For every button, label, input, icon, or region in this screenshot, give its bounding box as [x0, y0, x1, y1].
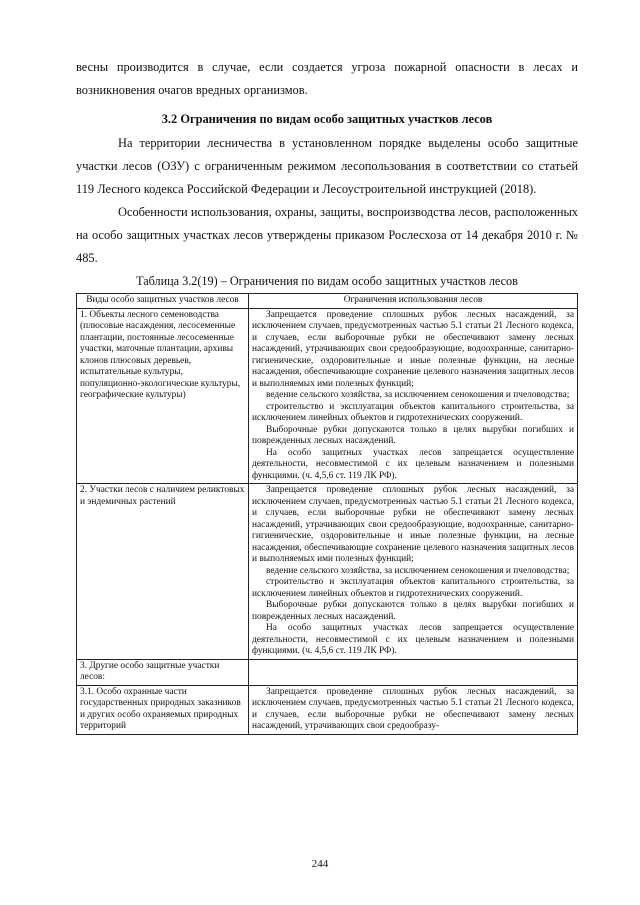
cell-type: 3.1. Особо охранные части государственных природных заказников и других особо охраняемых природных территорий	[77, 685, 249, 734]
cell-type: 1. Объекты лесного семеноводства (плюсовые насаждения, лесосеменные плантации, постоянные лесосеменные участки, маточные плантации, архивы клонов плюсовых деревьев, испытательные культуры, популяционно-экологические культуры, географические культуры)	[77, 308, 249, 484]
cell-restrictions	[249, 308, 578, 484]
intro-paragraph: весны производится в случае, если создается угроза пожарной опасности в лесах и возникновения очагов вредных организмов.	[76, 60, 578, 97]
restriction-text: Выборочные рубки допускаются только в целях вырубки погибших и поврежденных лесных насаждений.	[252, 600, 574, 622]
header-restrictions: Ограничения использования лесов	[249, 294, 578, 309]
restriction-text: Запрещается проведение сплошных рубок лесных насаждений, за исключением случаев, предусмотренных частью 5.1 статьи 21 Лесного кодекса, и случаев, если выборочные рубки не обеспечивают замену лесных насаждений, утрачивающих свои средообразу-	[252, 686, 574, 731]
restrictions-table	[76, 293, 578, 735]
cell-type: 2. Участки лесов с наличием реликтовых и эндемичных растений	[77, 484, 249, 660]
restriction-text: Запрещается проведение сплошных рубок лесных насаждений, за исключением случаев, предусмотренных частью 5.1 статьи 21 Лесного кодекса, и случаев, если выборочные рубки не обеспечивают замену лесных насаждений, утрачивающих свои средообразующие, водоохранные, санитарно-гигиенические, оздоровительные и иные полезные функции, на лесные насаждения, обеспечивающие сохранение целевого назначения защитных лесов и выполняемых ими полезных функций;	[252, 309, 574, 389]
section-title: 3.2 Ограничения по видам особо защитных участков лесов	[161, 112, 493, 126]
restriction-text: строительство и эксплуатация объектов капитального строительства, за исключением линейных объектов и гидротехнических сооружений.	[252, 401, 574, 423]
header-type: Виды особо защитных участков лесов	[77, 294, 249, 309]
restriction-text: ведение сельского хозяйства, за исключением сенокошения и пчеловодства;	[266, 390, 570, 400]
cell-restrictions	[249, 685, 578, 734]
restriction-text: Запрещается проведение сплошных рубок лесных насаждений, за исключением случаев, предусмотренных частью 5.1 статьи 21 Лесного кодекса, и случаев, если выборочные рубки не обеспечивают замену лесных насаждений, утрачивающих свои средообразующие, водоохранные, санитарно-гигиенические, оздоровительные и иные полезные функции, на лесные насаждения, обеспечивающие сохранение целевого назначения защитных лесов и выполняемых ими полезных функций;	[252, 485, 574, 564]
cell-restrictions	[249, 484, 578, 660]
restriction-text: На особо защитных участках лесов запрещается осуществление деятельности, несовместимой с их целевым назначением и полезными функциями. (ч. 4,5,6 ст. 119 ЛК РФ).	[252, 447, 574, 481]
table-row	[77, 685, 578, 734]
cell-type: 3. Другие особо защитные участки лесов:	[77, 659, 249, 685]
table-caption: Таблица 3.2(19) – Ограничения по видам особо защитных участков лесов	[136, 274, 518, 288]
table-header-row	[77, 294, 578, 309]
cell-restrictions	[249, 659, 578, 685]
table-row	[77, 659, 578, 685]
restriction-text: строительство и эксплуатация объектов капитального строительства, за исключением линейных объектов и гидротехнических сооружений.	[252, 577, 574, 599]
document-page	[76, 56, 578, 735]
paragraph-2: Особенности использования, охраны, защиты, воспроизводства лесов, расположенных на особо защитных участках лесов утверждены приказом Рослесхоза от 14 декабря 2010 г. № 485.	[76, 205, 578, 265]
table-body	[77, 308, 578, 734]
paragraph-1: На территории лесничества в установленном порядке выделены особо защитные участки лесов (ОЗУ) с ограниченным режимом лесопользования в соответствии со статьей 119 Лесного кодекса Российской Федерации и Лесоустроительной инструкцией (2018).	[76, 136, 578, 196]
page-number: 244	[311, 858, 329, 870]
table-row	[77, 308, 578, 484]
restriction-text: На особо защитных участках лесов запрещается осуществление деятельности, несовместимой с их целевым назначением и полезными функциями. (ч. 4,5,6 ст. 119 ЛК РФ).	[252, 623, 574, 656]
restriction-text: Выборочные рубки допускаются только в целях вырубки погибших и поврежденных лесных насаждений.	[252, 424, 574, 446]
restriction-text: ведение сельского хозяйства, за исключением сенокошения и пчеловодства;	[266, 565, 570, 576]
table-row	[77, 484, 578, 660]
